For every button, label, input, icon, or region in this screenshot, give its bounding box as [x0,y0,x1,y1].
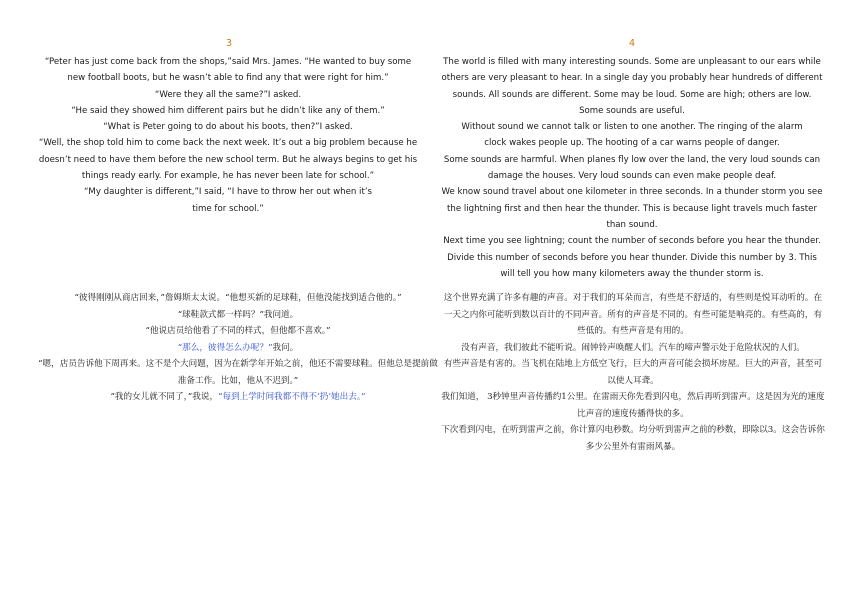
paragraph: “My daughter is different,”I said, “I have to throw her out when it’s time for school.” [83,187,373,214]
text: 我问。 [272,342,299,353]
paragraph: Some sounds are harmful. When planes fly low over the land, the very loud sounds can damage the houses. Very loud sounds can even make people deaf. [443,154,821,182]
page3-chinese-text [36,290,440,406]
paragraph: “他说店员给他看了不同的样式，但他都不喜欢。” [145,326,331,336]
paragraph: “Were they all the same?”I asked. [154,89,302,100]
paragraph: 有些声音是有害的。当飞机在陆地上方低空飞行，巨大的声音可能会损坏房屋。巨大的声音，甚至可以使人耳聋。 [443,359,823,386]
highlighted-text: “每到上学时间我都不得不‘扔’她出去。” [218,392,366,402]
paragraph: Without sound we cannot talk or listen to one another. The ringing of the alarm clock wakes people up. The hooting of a car warns people of danger. [461,122,803,149]
paragraph: Next time you see lightning; count the number of seconds before you hear the thunder. Divide this number of seconds before you hear thunder. Divide this number by 3. This will tell you how many kilometers away the thunder storm is. [443,236,821,279]
paragraph: “Peter has just come back from the shops,”said Mrs. James. “He wanted to buy some new football boots, but he wasn’t able to find any that were right for him.” [44,57,412,84]
paragraph: The world is filled with many interesting sounds. Some are unpleasant to our ears while others are very pleasant to hear. In a single day you probably hear hundreds of different sounds. All sounds are different. Some may be loud. Some are high; others are low. Some sounds are useful. [441,57,823,116]
paragraph: “Well, the shop told him to come back the next week. It’s out a big problem because he doesn’t need to have them before the new school term. But he always begins to get his things ready early. For example, he has never been late for school.” [38,138,418,182]
paragraph: 下次看到闪电，在听到雷声之前，你计算闪电秒数。均分听到雷声之前的秒数，即除以3。这会告诉你多少公里外有雷雨风暴。 [441,425,825,452]
paragraph: “He said they showed him different pairs but he didn’t like any of them.” [71,105,385,116]
text: “我的女儿就不同了，”我说， [110,392,219,402]
page4-chinese-text [440,290,826,455]
paragraph [36,389,440,406]
highlighted-text: “那么，彼得怎么办呢？” [177,342,273,353]
page-number-4: 4 [629,38,636,49]
paragraph: 这个世界充满了许多有趣的声音。对于我们的耳朵而言，有些是不舒适的，有些则是悦耳动听的。在一天之内你可能听到数以百计的不同声音。所有的声音是不同的。有些可能是响亮的。有些高的，有些低的。有些声音是有用的。 [443,293,823,336]
page4-english-text [440,54,824,282]
paragraph: “球鞋款式都一样吗？”我问道。 [177,309,299,320]
paragraph: 我们知道， 3秒钟里声音传播约1公里。在雷雨天你先看到闪电，然后再听到雷声。这是因为光的速度比声音的速度传播得快的多。 [441,392,825,419]
page-number-3: 3 [226,38,233,49]
paragraph: We know sound travel about one kilometer in three seconds. In a thunder storm you see the lightning first and then hear the thunder. This is because light travels much faster than sound. [441,187,823,230]
paragraph: “What is Peter going to do about his boots, then?”I asked. [103,122,353,133]
paragraph: “嗯，店员告诉他下周再来。这不是个大问题，因为在新学年开始之前，他还不需要球鞋。但他总是提前做准备工作。比如，他从不迟到。” [38,359,438,386]
paragraph: 没有声音，我们彼此不能听说。闹钟铃声唤醒人们。汽车的啼声警示处于危险状况的人们。 [461,342,805,353]
page3-english-text [36,54,420,217]
paragraph: “彼得刚刚从商店回来，”詹姆斯太太说。“他想买新的足球鞋，但他没能找到适合他的。” [74,293,402,303]
paragraph [36,340,440,357]
